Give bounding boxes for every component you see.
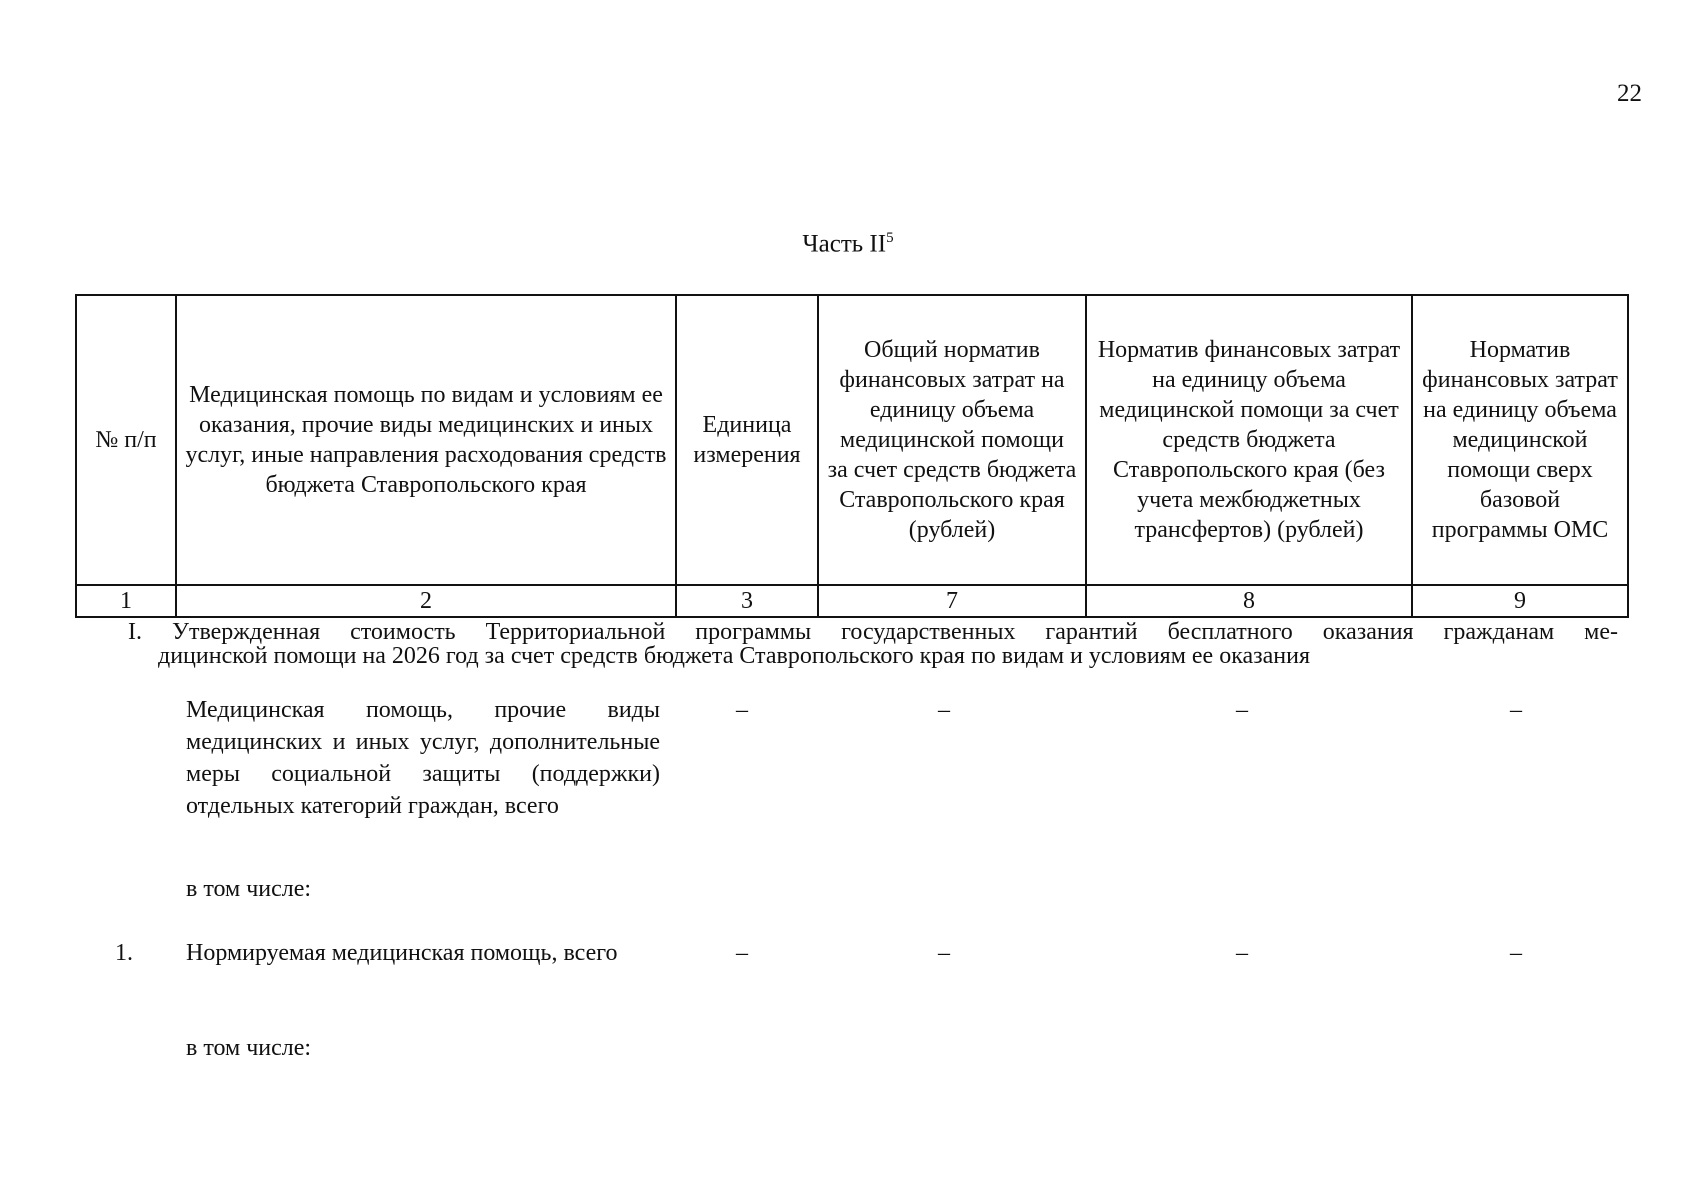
column-number-7: 7: [818, 585, 1086, 617]
row-label-normed-care: Нормируемая медицинская помощь, всего: [186, 940, 618, 966]
column-number-8: 8: [1086, 585, 1412, 617]
header-cell-number: № п/п: [76, 295, 176, 585]
table-header-row: [76, 295, 1628, 585]
row-total-col9-value: –: [1510, 697, 1522, 723]
column-number-3: 3: [676, 585, 818, 617]
header-cell-norm-above-oms: Норматив финансовых затрат на единицу объема медицинской помощи сверх базовой программы ОМС: [1412, 295, 1628, 585]
row-total-col8-value: –: [1236, 697, 1248, 723]
section-heading-line-1: I. Утвержденная стоимость Территориальной программы государственных гарантий бесплатного оказания гражданам ме-: [128, 619, 1618, 645]
table-column-numbers-row: [76, 585, 1628, 617]
row-normed-col9-value: –: [1510, 940, 1522, 966]
row-label-total: Медицинская помощь, прочие виды медицинских и иных услуг, дополнительные меры социальной защиты (поддержки) отдельных категорий граждан, всего: [186, 697, 660, 819]
page-number: 22: [1617, 80, 1642, 107]
row-label-including-2: в том числе:: [186, 1035, 312, 1061]
header-cell-unit: Единица измерения: [676, 295, 818, 585]
section-heading: [128, 620, 1618, 668]
part-title-text: Часть II: [802, 230, 887, 258]
row-normed-col7-value: –: [938, 940, 950, 966]
section-heading-line-2: дицинской помощи на 2026 год за счет средств бюджета Ставропольского края по видам и условиям ее оказания: [158, 643, 1311, 669]
part-title-footnote-mark: 5: [886, 230, 894, 246]
column-number-1: 1: [76, 585, 176, 617]
row-total-col7-value: –: [938, 697, 950, 723]
header-cell-total-norm: Общий норматив финансовых затрат на единицу объема медицинской помощи за счет средств бюджета Ставропольского края (рублей): [818, 295, 1086, 585]
header-cell-medical-care: Медицинская помощь по видам и условиям ее оказания, прочие виды медицинских и иных услуг, иные направления расходования средств бюджета Ставропольского края: [176, 295, 676, 585]
row-number-1: 1.: [115, 940, 133, 966]
row-total-unit-value: –: [736, 697, 748, 723]
row-label-including: в том числе:: [186, 876, 312, 902]
row-normed-col8-value: –: [1236, 940, 1248, 966]
header-cell-norm-without-transfers: Норматив финансовых затрат на единицу объема медицинской помощи за счет средств бюджета Ставропольского края (без учета межбюджетных трансфертов) (рублей): [1086, 295, 1412, 585]
table-header: [75, 294, 1629, 618]
part-title: [0, 230, 1696, 258]
column-number-9: 9: [1412, 585, 1628, 617]
column-number-2: 2: [176, 585, 676, 617]
row-normed-unit-value: –: [736, 940, 748, 966]
